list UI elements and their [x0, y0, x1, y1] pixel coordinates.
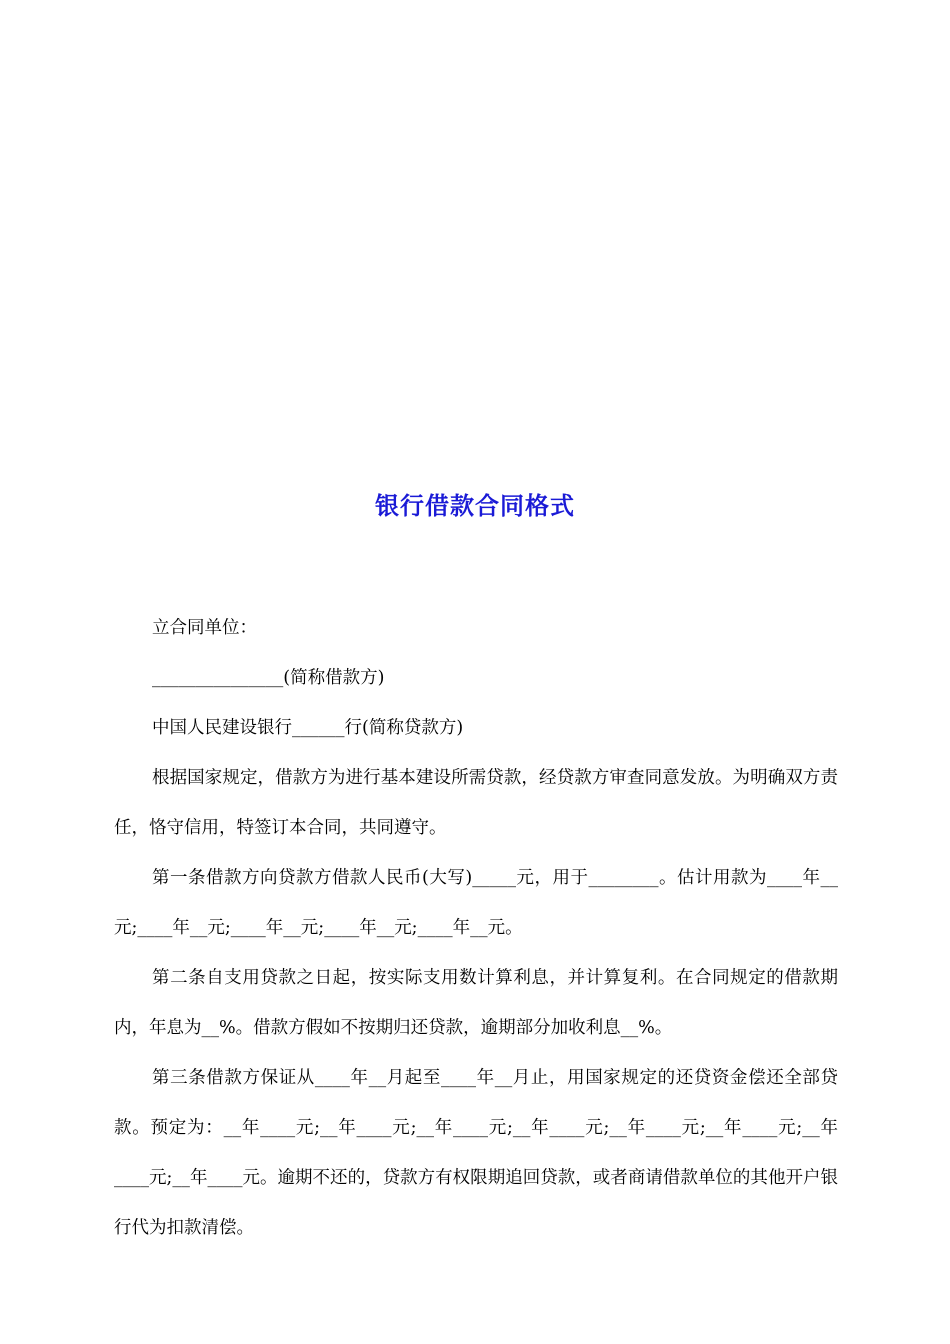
paragraph-article-3: 第三条借款方保证从____年__月起至____年__月止，用国家规定的还贷资金偿还全部贷款。预定为：__年____元;__年____元;__年____元;__年____元;__年____元;__年____元;__年____元;__年____元。逾期不还的，贷款方有权限期追回贷款，或者商请借款单位的其他开户银行代为扣款清偿。: [114, 1068, 838, 1238]
paragraph-borrower: _______________(简称借款方): [152, 668, 385, 688]
paragraph-parties-heading: 立合同单位：: [152, 618, 257, 638]
paragraph-article-1: 第一条借款方向贷款方借款人民币(大写)_____元，用于________。估计用款为____年__元;____年__元;____年__元;____年__元;____年__元。: [114, 868, 838, 938]
paragraph-lender: 中国人民建设银行______行(简称贷款方): [152, 718, 464, 738]
paragraph-preamble: 根据国家规定，借款方为进行基本建设所需贷款，经贷款方审查同意发放。为明确双方责任，恪守信用，特签订本合同，共同遵守。: [114, 768, 838, 838]
paragraph-article-2: 第二条自支用贷款之日起，按实际支用数计算利息，并计算复利。在合同规定的借款期内，年息为__%。借款方假如不按期归还贷款，逾期部分加收利息__%。: [114, 968, 838, 1038]
document-body: [114, 603, 838, 1253]
document-title: 银行借款合同格式: [375, 492, 575, 520]
